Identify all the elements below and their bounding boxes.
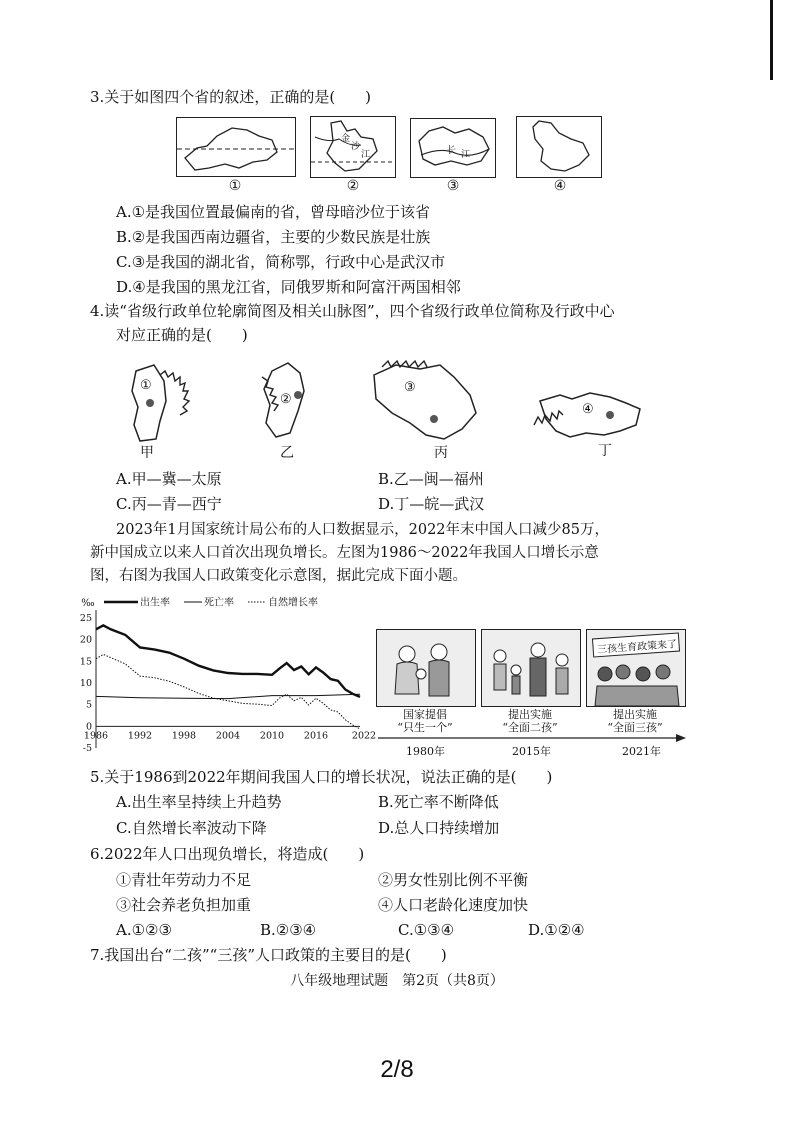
q6-stem: 6.2022年人口出现负增长，将造成( ) <box>90 845 365 863</box>
q3-option-a[interactable]: A.①是我国位置最偏南的省，曾母暗沙位于该省 <box>116 203 431 221</box>
q4-shape-3-num: ③ <box>404 380 416 395</box>
q7-stem: 7.我国出台“二孩”“三孩”人口政策的主要目的是( ) <box>90 946 447 964</box>
policy-year-2021: 2021年 <box>622 745 661 758</box>
chart-y-tick-1: 20 <box>79 634 92 646</box>
policy-year-1980: 1980年 <box>406 745 445 758</box>
map-3-hubei <box>410 118 496 178</box>
q3-option-c[interactable]: C.③是我国的湖北省，简称鄂，行政中心是武汉市 <box>116 253 446 271</box>
q4-province-shapes <box>120 355 700 455</box>
map-2-label-sha: 沙 <box>351 142 361 152</box>
q5-option-c[interactable]: C.自然增长率波动下降 <box>116 819 267 837</box>
policy-panel-three-child <box>586 629 686 707</box>
policy-caption-2 <box>481 708 579 734</box>
q4-shape-2-num: ② <box>280 392 292 407</box>
q4-shape-1-num: ① <box>140 378 152 393</box>
map-1-label: ① <box>228 178 242 194</box>
q6-item-4: ④人口老龄化速度加快 <box>378 896 529 914</box>
map-3-label-chang: 长 <box>447 146 457 156</box>
policy-panel-two-child <box>481 629 581 707</box>
chart-y-tick-0: 25 <box>79 613 92 624</box>
q3-stem: 3.关于如图四个省的叙述，正确的是( ) <box>90 88 372 106</box>
chart-series-0 <box>96 625 360 697</box>
passage-line-1: 2023年1月国家统计局公布的人口数据显示，2022年末中国人口减少85万， <box>116 522 609 538</box>
policy-caption-1-line2: “只生一个” <box>397 721 453 734</box>
q6-option-b[interactable]: B.②③④ <box>260 921 317 939</box>
q5-option-b[interactable]: B.死亡率不断降低 <box>378 793 499 811</box>
population-growth-chart <box>76 588 376 758</box>
policy-caption-3-line2: “全面三孩” <box>607 721 663 734</box>
chart-y-tick-4: 5 <box>85 699 92 711</box>
q3-option-b[interactable]: B.②是我国西南边疆省，主要的少数民族是壮族 <box>116 228 431 246</box>
chart-x-tick-1: 1992 <box>127 730 153 742</box>
policy-caption-1 <box>376 708 474 734</box>
policy-caption-2-line1: 提出实施 <box>508 708 552 721</box>
policy-caption-3-line1: 提出实施 <box>613 708 657 721</box>
map-2-yunnan <box>310 116 396 178</box>
chart-y-unit: ‰ <box>81 598 95 609</box>
policy-caption-1-line1: 国家提倡 <box>403 708 447 721</box>
chart-x-tick-5: 2016 <box>303 730 329 742</box>
page-footer: 八年级地理试题 第2页（共8页） <box>290 973 504 989</box>
q4-option-a[interactable]: A.甲—冀—太原 <box>116 470 222 488</box>
three-child-banner-text: 三孩生育政策来了 <box>596 639 678 656</box>
chart-legend-natural: 自然增长率 <box>268 597 318 609</box>
q5-stem: 5.关于1986到2022年期间我国人口的增长状况，说法正确的是( ) <box>90 768 553 786</box>
chart-y-tick-3: 10 <box>79 678 92 689</box>
chart-y-tick-6: -5 <box>82 743 92 754</box>
scan-edge-mark <box>770 0 773 80</box>
map-2-label-jin: 金 <box>341 134 351 144</box>
map-1-guangdong <box>176 117 296 177</box>
chart-legend-death: 死亡率 <box>204 597 234 609</box>
q6-option-a[interactable]: A.①②③ <box>116 921 172 939</box>
passage-line-2: 新中国成立以来人口首次出现负增长。左图为1986～2022年我国人口增长示意 <box>90 545 599 561</box>
chart-x-tick-4: 2010 <box>259 730 285 742</box>
passage-line-3: 图，右图为我国人口政策变化示意图，据此完成下面小题。 <box>90 568 467 584</box>
q4-option-c[interactable]: C.丙—青—西宁 <box>116 495 222 513</box>
map-4-label: ④ <box>553 178 567 194</box>
policy-year-2015: 2015年 <box>512 745 551 758</box>
q5-option-d[interactable]: D.总人口持续增加 <box>378 819 500 837</box>
q4-stem-line2: 对应正确的是( ) <box>116 326 248 344</box>
page-indicator: 2/8 <box>380 1056 414 1083</box>
chart-x-tick-3: 2004 <box>215 730 241 742</box>
q4-shape-label-jia: 甲 <box>140 445 154 461</box>
chart-series-1 <box>96 694 360 698</box>
policy-panel-one-child <box>376 629 476 707</box>
q3-option-d[interactable]: D.④是我国的黑龙江省，同俄罗斯和阿富汗两国相邻 <box>116 278 461 296</box>
q4-shape-label-ding: 丁 <box>598 443 612 459</box>
map-4-heilongjiang <box>516 116 602 178</box>
q4-option-d[interactable]: D.丁—皖—武汉 <box>378 495 485 513</box>
policy-caption-3 <box>586 708 684 734</box>
q6-item-3: ③社会养老负担加重 <box>116 896 252 914</box>
policy-caption-2-line2: “全面二孩” <box>502 721 558 734</box>
chart-x-tick-6: 2022 <box>351 730 376 742</box>
chart-legend-birth: 出生率 <box>140 597 170 609</box>
q4-shape-4-num: ④ <box>582 402 594 417</box>
q4-shape-label-yi: 乙 <box>280 445 294 461</box>
q6-option-c[interactable]: C.①③④ <box>398 921 455 939</box>
q4-option-b[interactable]: B.乙—闽—福州 <box>378 470 484 488</box>
map-2-label-jiang: 江 <box>361 150 371 160</box>
map-3-label: ③ <box>446 178 460 194</box>
q6-item-2: ②男女性别比例不平衡 <box>378 871 529 889</box>
map-3-label-jiang: 江 <box>461 150 471 160</box>
chart-x-tick-2: 1998 <box>171 730 197 742</box>
chart-y-tick-2: 15 <box>79 656 92 668</box>
chart-series-2 <box>96 654 360 729</box>
chart-x-tick-0: 1986 <box>83 730 109 742</box>
chart-y-tick-5: 0 <box>85 721 92 733</box>
q6-option-d[interactable]: D.①②④ <box>528 921 585 939</box>
q4-shape-label-bing: 丙 <box>434 445 448 461</box>
q4-stem-line1: 4.读“省级行政单位轮廓简图及相关山脉图”，四个省级行政单位简称及行政中心 <box>90 302 615 320</box>
q5-option-a[interactable]: A.出生率呈持续上升趋势 <box>116 793 282 811</box>
q6-item-1: ①青壮年劳动力不足 <box>116 871 252 889</box>
map-2-label: ② <box>346 178 360 194</box>
